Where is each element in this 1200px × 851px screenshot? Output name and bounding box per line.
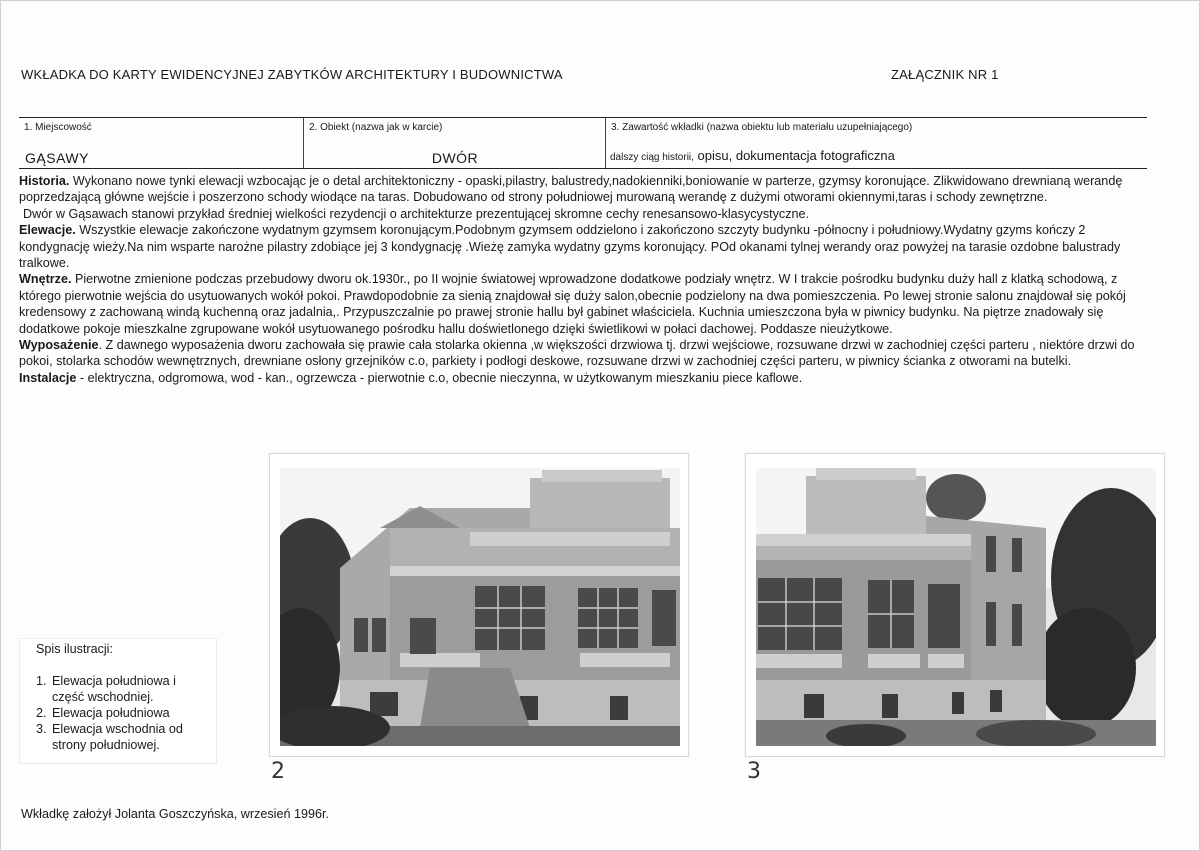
list-item-text: Elewacja południowa [52,706,170,720]
author-note: Wkładkę założył Jolanta Goszczyńska, wrzesień 1996r. [21,807,329,821]
photo-card-3 [745,453,1165,757]
field-locality-value: GĄSAWY [25,150,89,166]
list-item-number: 3. [36,722,47,736]
section-elewacje [19,222,1151,271]
field-object [303,118,605,168]
field-content [605,118,1147,168]
illustrations-title: Spis ilustracji: [36,642,113,656]
attachment-label: ZAŁĄCZNIK NR 1 [891,67,999,82]
section-wnetrze [19,271,1151,337]
wyposazenie-heading: Wyposażenie [19,338,99,353]
section-wyposazenie [19,337,1151,370]
list-item-number: 1. [36,674,47,688]
list-item [36,721,202,753]
list-item [36,705,202,721]
form-header-row [19,117,1147,169]
field-content-label: 3. Zawartość wkładki (nazwa obiektu lub materiału uzupełniającego) [611,122,913,133]
description-body [19,173,1151,386]
field-object-value: DWÓR [431,150,479,166]
list-item-number: 2. [36,706,47,720]
field-object-label: 2. Obiekt (nazwa jak w karcie) [309,122,443,133]
section-instalacje [19,370,1151,386]
field-content-prefix: dalszy ciąg historii, [610,152,694,163]
photo-card-2 [269,453,689,757]
instalacje-heading: Instalacje [19,370,77,385]
elewacje-text: Wszystkie elewacje zakończone wydatnym gzymsem koronującym.Podobnym gzymsem oddzielono i zakończono szczyty budynku -północny i południowy.Wydatny gzyms kończy 2 kondygnację wieży.Na nim wsparte narożne pilastry zdobiące jej 3 kondygnację .Wieżę zamyka wydatny gzyms koronujący. POd okanami tylnej werandy oraz powyżej na tarasie ozdobne balustrady tralkowe. [19,223,1121,271]
photo-number-3: 3 [747,759,761,784]
field-content-main: opisu, dokumentacja fotograficzna [693,148,895,163]
field-locality-label: 1. Miejscowość [24,122,92,133]
illustrations-list-box [19,638,217,764]
historia-heading: Historia. [19,174,70,188]
wyposazenie-text: . Z dawnego wyposażenia dworu zachowała się prawie cała stolarka okienna ,w większości drzwiowa tj. drzwi wejściowe, rozsuwane drzwi w zachodniej części parteru , niektóre drzwi do pokoi, stolarka schodów wewnętrznych, drewniane osłony grzejników c.o, parkiety i podłogi deskowe, rozsuwane drzwi w zachodniej części parteru, w piwnicy ścianka z otworami na butelki. [19,338,1135,369]
list-item-text: Elewacja wschodnia od strony południowej. [52,722,183,752]
elewacje-heading: Elewacje. [19,223,76,238]
document-title: WKŁADKA DO KARTY EWIDENCYJNEJ ZABYTKÓW ARCHITEKTURY I BUDOWNICTWA [21,67,563,82]
historia-text-2: Dwór w Gąsawach stanowi przykład średniej wielkości rezydencji o architekturze prezentującej skromne cechy renesansowo-klasycystyczne. [23,206,810,221]
photo-manor-east-elevation [756,468,1156,746]
section-historia [19,173,1151,206]
historia-text: Wykonano nowe tynki elewacji wzbocając je o detal architektoniczny - opaski,pilastry, balustredy,nadokienniki,boniowanie w parterze, gzymsy koronujące. Zlikwidowano drewnianą werandę poprzedzającą główne wejście i poszerzono schody wiodące na taras. Dobudowano od strony południowej murowaną werandę z dużymi otworami okiennymi,taras i schody zewnętrzne. [19,174,1123,205]
photo-manor-south-elevation [280,468,680,746]
photo-number-2: 2 [271,759,285,784]
wnetrze-heading: Wnętrze. [19,272,72,287]
illustrations-list [36,673,202,753]
field-locality [19,118,303,168]
list-item-text: Elewacja południowa i część wschodniej. [52,674,176,704]
wnetrze-text: Pierwotne zmienione podczas przebudowy dworu ok.1930r., po II wojnie światowej wprowadzone dodatkowe podziały wnętrz. W I trakcie pośrodku budynku duży hall z klatką schodową, z którego pierwotnie wejścia do usytuowanych wokół pokoi. Prawdopodobnie za sienią znajdował się duży salon,obecnie podzielony na dwa pomieszczenia. Po lewej stronie salonu znajdował się pokój kredensowy z zachowaną windą kuchenną oraz jadalnia,. Przypuszczalnie po prawej stronie hallu był gabinet właściciela. Kuchnia umieszczona była w piwnicy budynku. Na piętrze znadowały się dodatkowe pokoje mieszkalne zgrupowane wokół usytuowanego pośrodku hallu doświetlonego dzięki świetlikowi w połaci dachowej. Poddasze nieużytkowe. [19,272,1126,336]
instalacje-text: - elektryczna, odgromowa, wod - kan., ogrzewcza - pierwotnie c.o, obecnie nieczynna, w użytkowanym mieszkaniu piece kaflowe. [76,370,803,385]
field-content-value [610,148,895,163]
list-item [36,673,202,705]
